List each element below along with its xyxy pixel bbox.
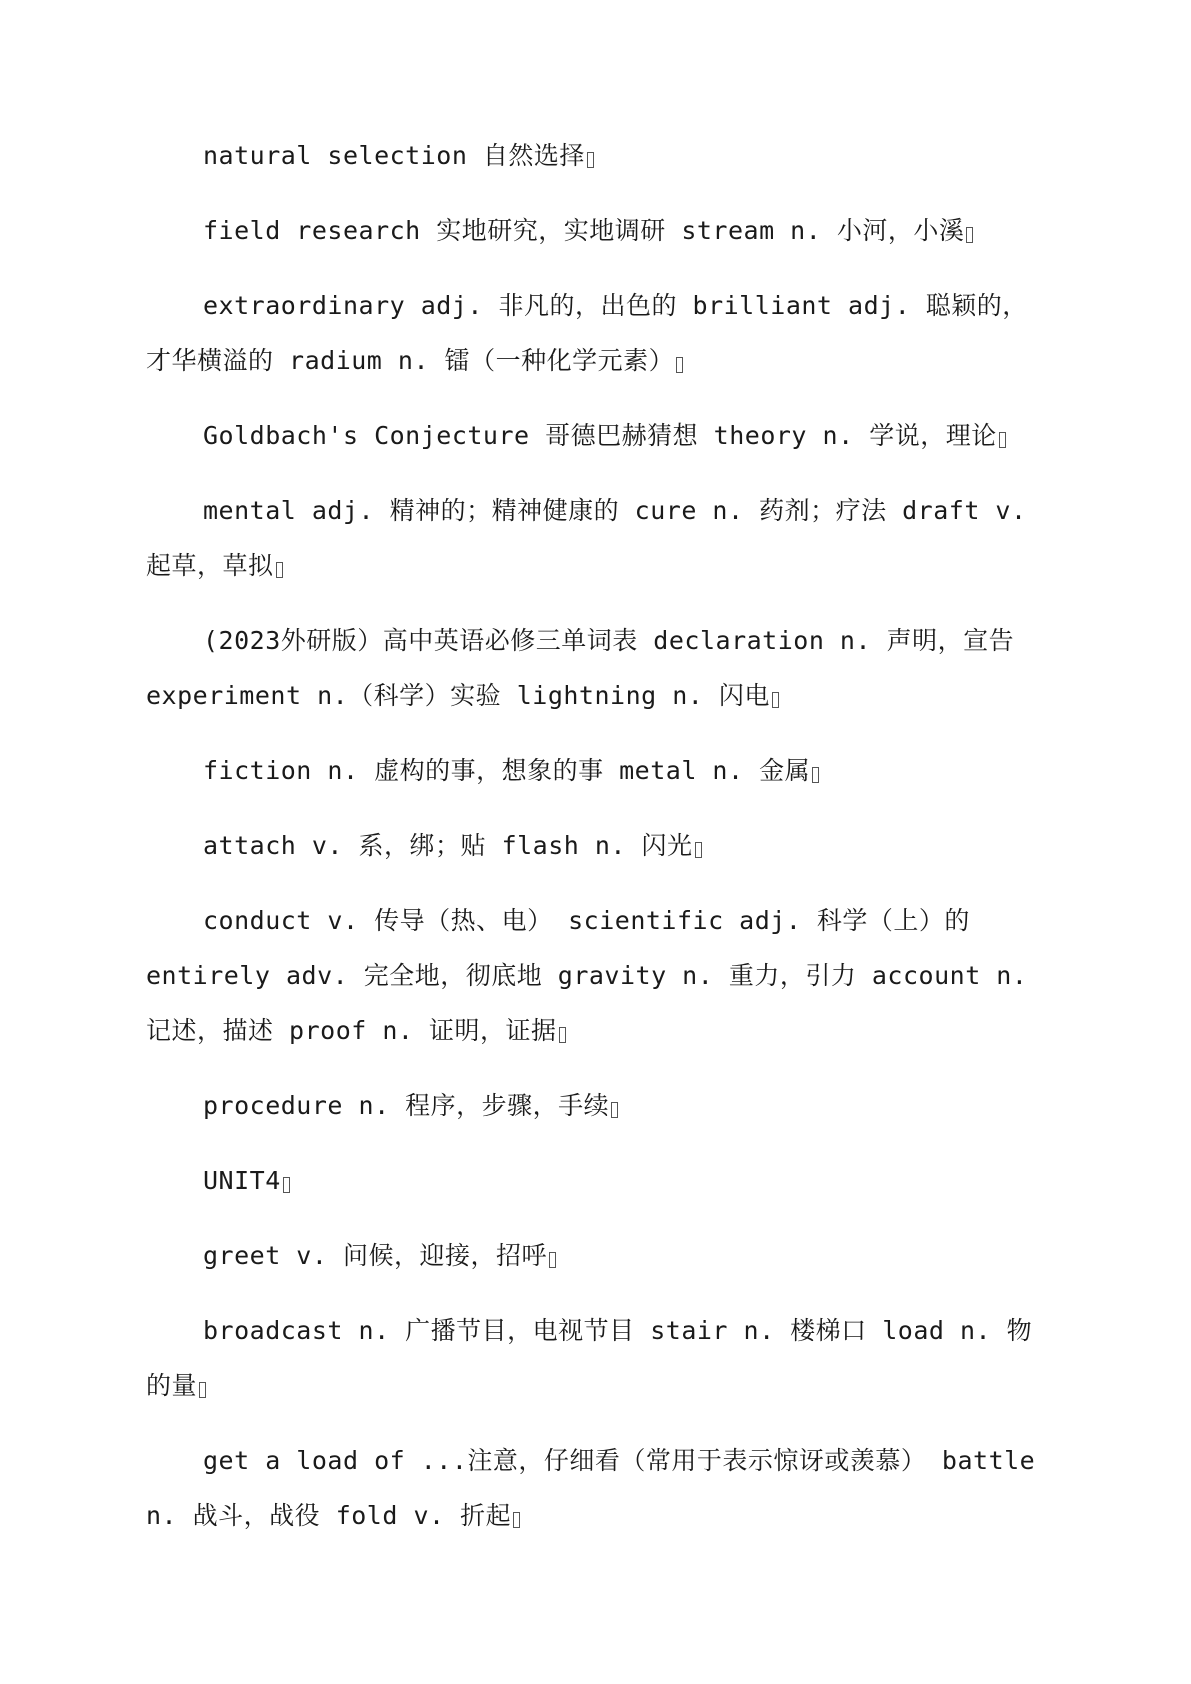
paragraph-mark-icon bbox=[513, 1512, 520, 1528]
paragraph-text: (2023外研版）高中英语必修三单词表 declaration n. 声明，宣告 experiment n.（科学）实验 lightning n. 闪电 bbox=[146, 626, 1015, 710]
paragraph bbox=[146, 1078, 1046, 1133]
paragraph-text: extraordinary adj. 非凡的，出色的 brilliant adj. 聪颖的，才华横溢的 radium n. 镭（一种化学元素） bbox=[146, 291, 1028, 375]
paragraph-text: get a load of ...注意，仔细看（常用于表示惊讶或羡慕） battle n. 战斗，战役 fold v. 折起 bbox=[146, 1446, 1036, 1530]
paragraph-mark-icon bbox=[559, 1027, 566, 1043]
paragraph bbox=[146, 203, 1046, 258]
paragraph-text: fiction n. 虚构的事，想象的事 metal n. 金属 bbox=[203, 756, 811, 785]
paragraph bbox=[146, 1228, 1046, 1283]
paragraph-mark-icon bbox=[549, 1252, 556, 1268]
paragraph-text: mental adj. 精神的；精神健康的 cure n. 药剂；疗法 draft v. 起草，草拟 bbox=[146, 496, 1027, 580]
paragraph bbox=[146, 818, 1046, 873]
paragraph bbox=[146, 408, 1046, 463]
paragraph-mark-icon bbox=[812, 767, 819, 783]
paragraph bbox=[146, 1153, 1046, 1208]
paragraph-mark-icon bbox=[999, 432, 1006, 448]
paragraph bbox=[146, 1303, 1046, 1413]
paragraph-mark-icon bbox=[276, 562, 283, 578]
paragraph bbox=[146, 743, 1046, 798]
paragraph bbox=[146, 128, 1046, 183]
paragraph-mark-icon bbox=[676, 357, 683, 373]
paragraph-mark-icon bbox=[199, 1382, 206, 1398]
paragraph-text: conduct v. 传导（热、电） scientific adj. 科学（上）的 entirely adv. 完全地，彻底地 gravity n. 重力，引力 account n. 记述，描述 proof n. 证明，证据 bbox=[146, 906, 1028, 1045]
paragraph bbox=[146, 893, 1046, 1058]
paragraph-mark-icon bbox=[283, 1177, 290, 1193]
paragraph-mark-icon bbox=[695, 842, 702, 858]
paragraph-text: natural selection 自然选择 bbox=[203, 141, 585, 170]
paragraph-mark-icon bbox=[772, 692, 779, 708]
paragraph-text: broadcast n. 广播节目，电视节目 stair n. 楼梯口 load n. 物的量 bbox=[146, 1316, 1033, 1400]
paragraph-text: greet v. 问候，迎接，招呼 bbox=[203, 1241, 547, 1270]
paragraph bbox=[146, 1433, 1046, 1543]
paragraph-text: Goldbach's Conjecture 哥德巴赫猜想 theory n. 学说，理论 bbox=[203, 421, 997, 450]
paragraph-text: procedure n. 程序，步骤，手续 bbox=[203, 1091, 610, 1120]
paragraph-text: attach v. 系，绑；贴 flash n. 闪光 bbox=[203, 831, 693, 860]
paragraph-text: UNIT4 bbox=[203, 1166, 281, 1195]
paragraph bbox=[146, 483, 1046, 593]
paragraph bbox=[146, 613, 1046, 723]
paragraph-mark-icon bbox=[611, 1102, 618, 1118]
paragraph-text: field research 实地研究，实地调研 stream n. 小河，小溪 bbox=[203, 216, 965, 245]
document-body bbox=[146, 128, 1046, 1563]
paragraph bbox=[146, 278, 1046, 388]
paragraph-mark-icon bbox=[966, 227, 973, 243]
paragraph-mark-icon bbox=[587, 152, 594, 168]
